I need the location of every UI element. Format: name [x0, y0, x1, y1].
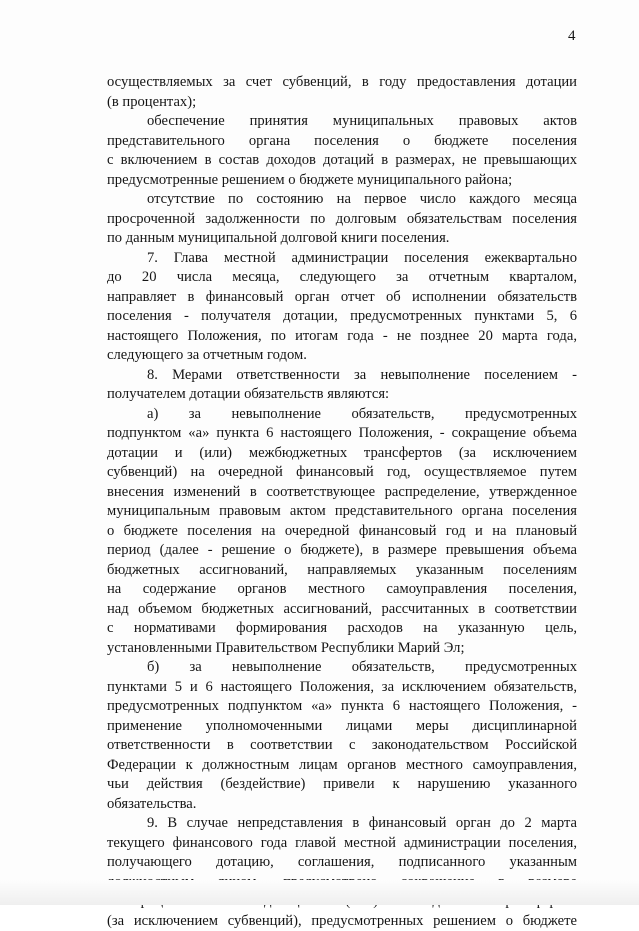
text-line: с нормативами формирования расходов на указанную цель,	[107, 619, 577, 639]
text-line: получающего дотацию, соглашения, подписанного указанным	[107, 853, 577, 873]
scan-bottom-edge	[0, 880, 639, 905]
text-line: (за исключением субвенций), предусмотренных решением о бюджете	[107, 912, 577, 931]
text-line: Федерации к должностным лицам органов местного самоуправления,	[107, 756, 577, 776]
text-line: (в процентах);	[107, 93, 577, 113]
text-line: предусмотренные решением о бюджете муниципального района;	[107, 171, 577, 191]
text-line: отсутствие по состоянию на первое число каждого месяца	[107, 190, 577, 210]
text-line: получателем дотации обязательств являются:	[107, 385, 577, 405]
text-line: внесения изменений в соответствующее распределение, утвержденное	[107, 483, 577, 503]
text-line: чьи действия (бездействие) привели к нарушению указанного	[107, 775, 577, 795]
text-line: просроченной задолженности по долговым обязательствам поселения	[107, 210, 577, 230]
text-line: настоящего Положения, по итогам года - не позднее 20 марта года,	[107, 327, 577, 347]
text-line: на содержание органов местного самоуправления поселения,	[107, 580, 577, 600]
text-line: субвенций) на очередной финансовый год, осуществляемое путем	[107, 463, 577, 483]
text-line: установленными Правительством Республики Марий Эл;	[107, 639, 577, 659]
text-line: обеспечение принятия муниципальных правовых актов	[107, 112, 577, 132]
text-line: б) за невыполнение обязательств, предусмотренных	[107, 658, 577, 678]
page-number: 4	[568, 28, 576, 45]
document-body	[107, 73, 577, 931]
text-line: поселения - получателя дотации, предусмотренных пунктами 5, 6	[107, 307, 577, 327]
text-line: ответственности в соответствии с законодательством Российской	[107, 736, 577, 756]
text-line: 7. Глава местной администрации поселения ежеквартально	[107, 249, 577, 269]
text-line: следующего за отчетным годом.	[107, 346, 577, 366]
text-line: текущего финансового года главой местной администрации поселения,	[107, 834, 577, 854]
text-line: 9. В случае непредставления в финансовый орган до 2 марта	[107, 814, 577, 834]
text-line: муниципальным правовым актом представительного органа поселения	[107, 502, 577, 522]
text-line: о бюджете поселения на очередной финансовый год и на плановый	[107, 522, 577, 542]
text-line: направляет в финансовый орган отчет об исполнении обязательств	[107, 288, 577, 308]
text-line: по данным муниципальной долговой книги поселения.	[107, 229, 577, 249]
text-line: а) за невыполнение обязательств, предусмотренных	[107, 405, 577, 425]
text-line: предусмотренных подпунктом «а» пункта 6 настоящего Положения, -	[107, 697, 577, 717]
text-line: дотации и (или) межбюджетных трансфертов (за исключением	[107, 444, 577, 464]
text-line: пунктами 5 и 6 настоящего Положения, за исключением обязательств,	[107, 678, 577, 698]
text-line: 8. Мерами ответственности за невыполнение поселением -	[107, 366, 577, 386]
text-line: подпунктом «а» пункта 6 настоящего Положения, - сокращение объема	[107, 424, 577, 444]
text-line: до 20 числа месяца, следующего за отчетным кварталом,	[107, 268, 577, 288]
text-line: период (далее - решение о бюджете), в размере превышения объема	[107, 541, 577, 561]
text-line: применение уполномоченными лицами меры дисциплинарной	[107, 717, 577, 737]
text-line: с включением в состав доходов дотаций в размерах, не превышающих	[107, 151, 577, 171]
text-line: осуществляемых за счет субвенций, в году предоставления дотации	[107, 73, 577, 93]
text-line: обязательства.	[107, 795, 577, 815]
text-line: над объемом бюджетных ассигнований, рассчитанных в соответствии	[107, 600, 577, 620]
text-line: представительного органа поселения о бюджете поселения	[107, 132, 577, 152]
text-line: бюджетных ассигнований, направляемых указанным поселениям	[107, 561, 577, 581]
